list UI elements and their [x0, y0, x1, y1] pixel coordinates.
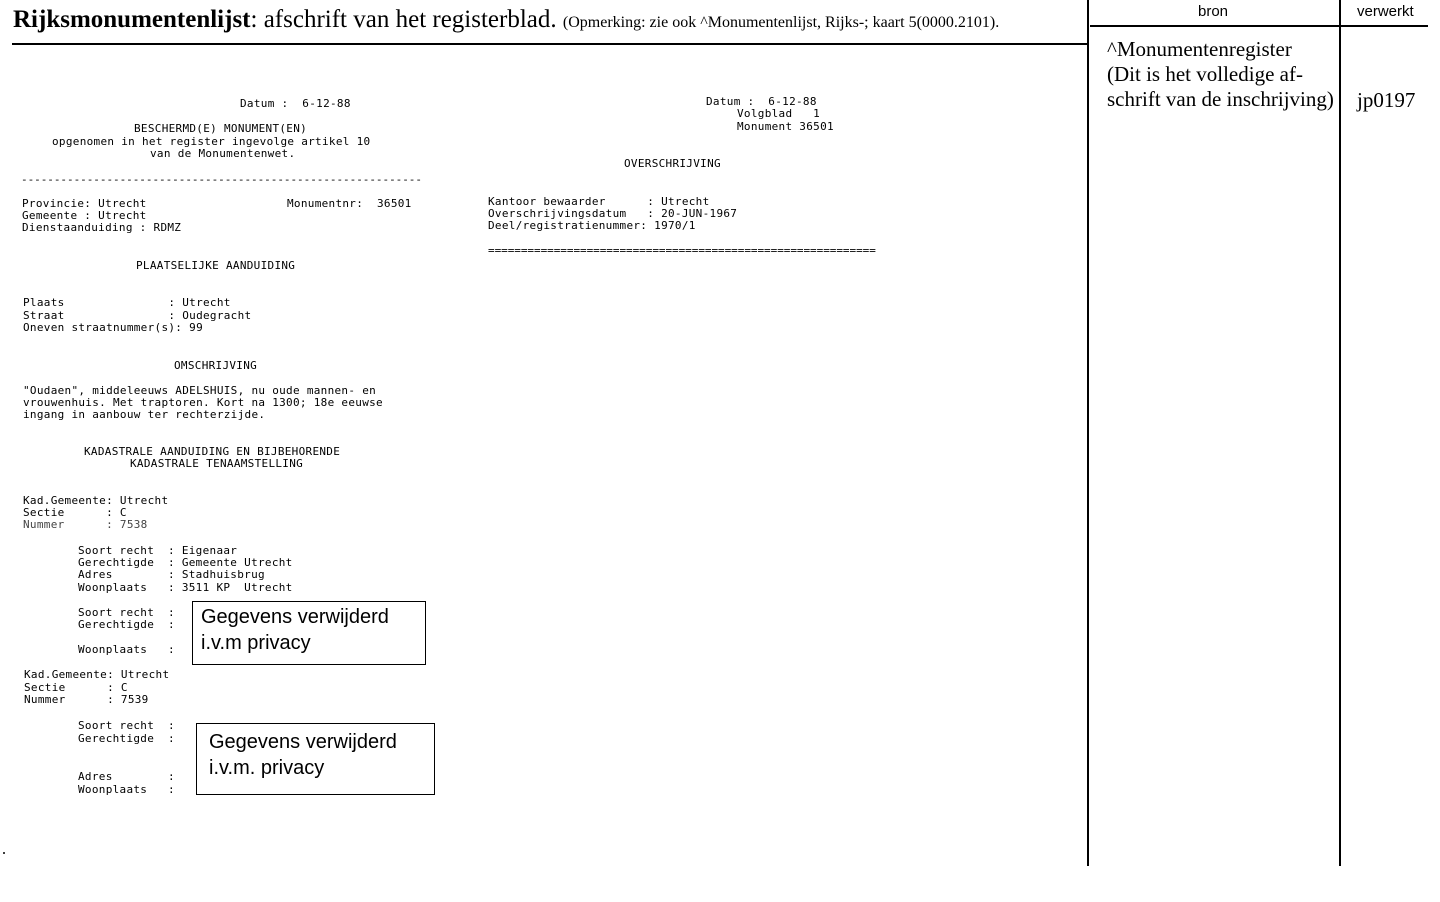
bron-line-3: schrift van de inschrijving) [1107, 87, 1334, 111]
right-equals-rule: =========================================================== [488, 244, 876, 257]
deel-registratienummer: Deel/registratienummer: 1970/1 [488, 219, 696, 232]
recht1-gerechtigde: Gerechtigde : Gemeente Utrecht [78, 556, 293, 569]
recht3-soort: Soort recht : [78, 719, 175, 732]
verwerkt-code: jp0197 [1357, 88, 1416, 112]
omschrijving-heading: OMSCHRIJVING [174, 359, 258, 372]
oneven-straatnummer: Oneven straatnummer(s): 99 [23, 321, 203, 334]
recht3-adres: Adres : [78, 770, 175, 783]
column-header-rule [1090, 25, 1428, 27]
bron-line-1: ^Monumentenregister [1107, 37, 1292, 61]
right-datum: Datum : 6-12-88 [706, 95, 817, 108]
plaatselijke-heading: PLAATSELIJKE AANDUIDING [136, 259, 296, 272]
column-divider-left [1087, 0, 1089, 866]
gemeente: Gemeente : Utrecht [22, 209, 147, 222]
omschrijving-line-1: "Oudaen", middeleeuws ADELSHUIS, nu oude mannen- en [23, 384, 377, 397]
recht2-gerechtigde: Gerechtigde : [78, 618, 175, 631]
recht2-soort: Soort recht : [78, 606, 175, 619]
privacy-redaction-2: Gegevens verwijderd i.v.m. privacy [196, 723, 435, 795]
recht1-adres: Adres : Stadhuisbrug [78, 568, 265, 581]
overschrijving-heading: OVERSCHRIJVING [624, 157, 721, 170]
recht3-gerechtigde: Gerechtigde : [78, 732, 175, 745]
kad1-gemeente: Kad.Gemeente: Utrecht [23, 494, 169, 507]
monumentnr: Monumentnr: 36501 [287, 197, 412, 210]
volgblad: Volgblad 1 [737, 107, 821, 120]
plaats: Plaats : Utrecht [23, 296, 231, 309]
monument-number: Monument 36501 [737, 120, 834, 133]
recht2-woonplaats: Woonplaats : [78, 643, 175, 656]
straat: Straat : Oudegracht [23, 309, 252, 322]
omschrijving-line-2: vrouwenhuis. Met traptoren. Kort na 1300; 18e eeuwse [23, 396, 383, 409]
privacy-redaction-1: Gegevens verwijderd i.v.m privacy [192, 601, 426, 665]
kadastrale-heading-1: KADASTRALE AANDUIDING EN BIJBEHORENDE [84, 445, 341, 458]
column-divider-right [1339, 0, 1341, 866]
left-datum: Datum : 6-12-88 [240, 97, 351, 110]
recht1-soort: Soort recht : Eigenaar [78, 544, 238, 557]
column-header-verwerkt: verwerkt [1357, 3, 1414, 20]
omschrijving-line-3: ingang in aanbouw ter rechterzijde. [23, 408, 266, 421]
bron-line-2: (Dit is het volledige af- [1107, 62, 1303, 86]
header-rule [12, 43, 1088, 45]
title-note: (Opmerking: zie ook ^Monumentenlijst, Rijks-; kaart 5(0000.2101). [562, 14, 1000, 31]
left-heading-3: van de Monumentenwet. [150, 147, 296, 160]
left-heading-2: opgenomen in het register ingevolge artikel 10 [52, 135, 371, 148]
overschrijvingsdatum: Overschrijvingsdatum : 20-JUN-1967 [488, 207, 738, 220]
kad1-nummer: Nummer : 7538 [23, 518, 148, 531]
title-bold: Rijksmonumentenlijst [13, 6, 251, 33]
column-header-bron: bron [1198, 3, 1229, 20]
title-rest: : afschrift van het registerblad. [250, 6, 557, 33]
recht1-woonplaats: Woonplaats : 3511 KP Utrecht [78, 581, 293, 594]
kad2-nummer: Nummer : 7539 [24, 693, 149, 706]
provincie: Provincie: Utrecht [22, 197, 147, 210]
left-dash-rule: ------------------------------------------------------------- [21, 173, 422, 186]
page-title [13, 6, 999, 34]
kad2-gemeente: Kad.Gemeente: Utrecht [24, 668, 170, 681]
scan-speck [3, 852, 5, 854]
left-heading-1: BESCHERMD(E) MONUMENT(EN) [134, 122, 308, 135]
kad1-sectie: Sectie : C [23, 506, 127, 519]
recht3-woonplaats: Woonplaats : [78, 783, 175, 796]
dienstaanduiding: Dienstaanduiding : RDMZ [22, 221, 182, 234]
kantoor-bewaarder: Kantoor bewaarder : Utrecht [488, 195, 710, 208]
kad2-sectie: Sectie : C [24, 681, 128, 694]
kadastrale-heading-2: KADASTRALE TENAAMSTELLING [130, 457, 304, 470]
